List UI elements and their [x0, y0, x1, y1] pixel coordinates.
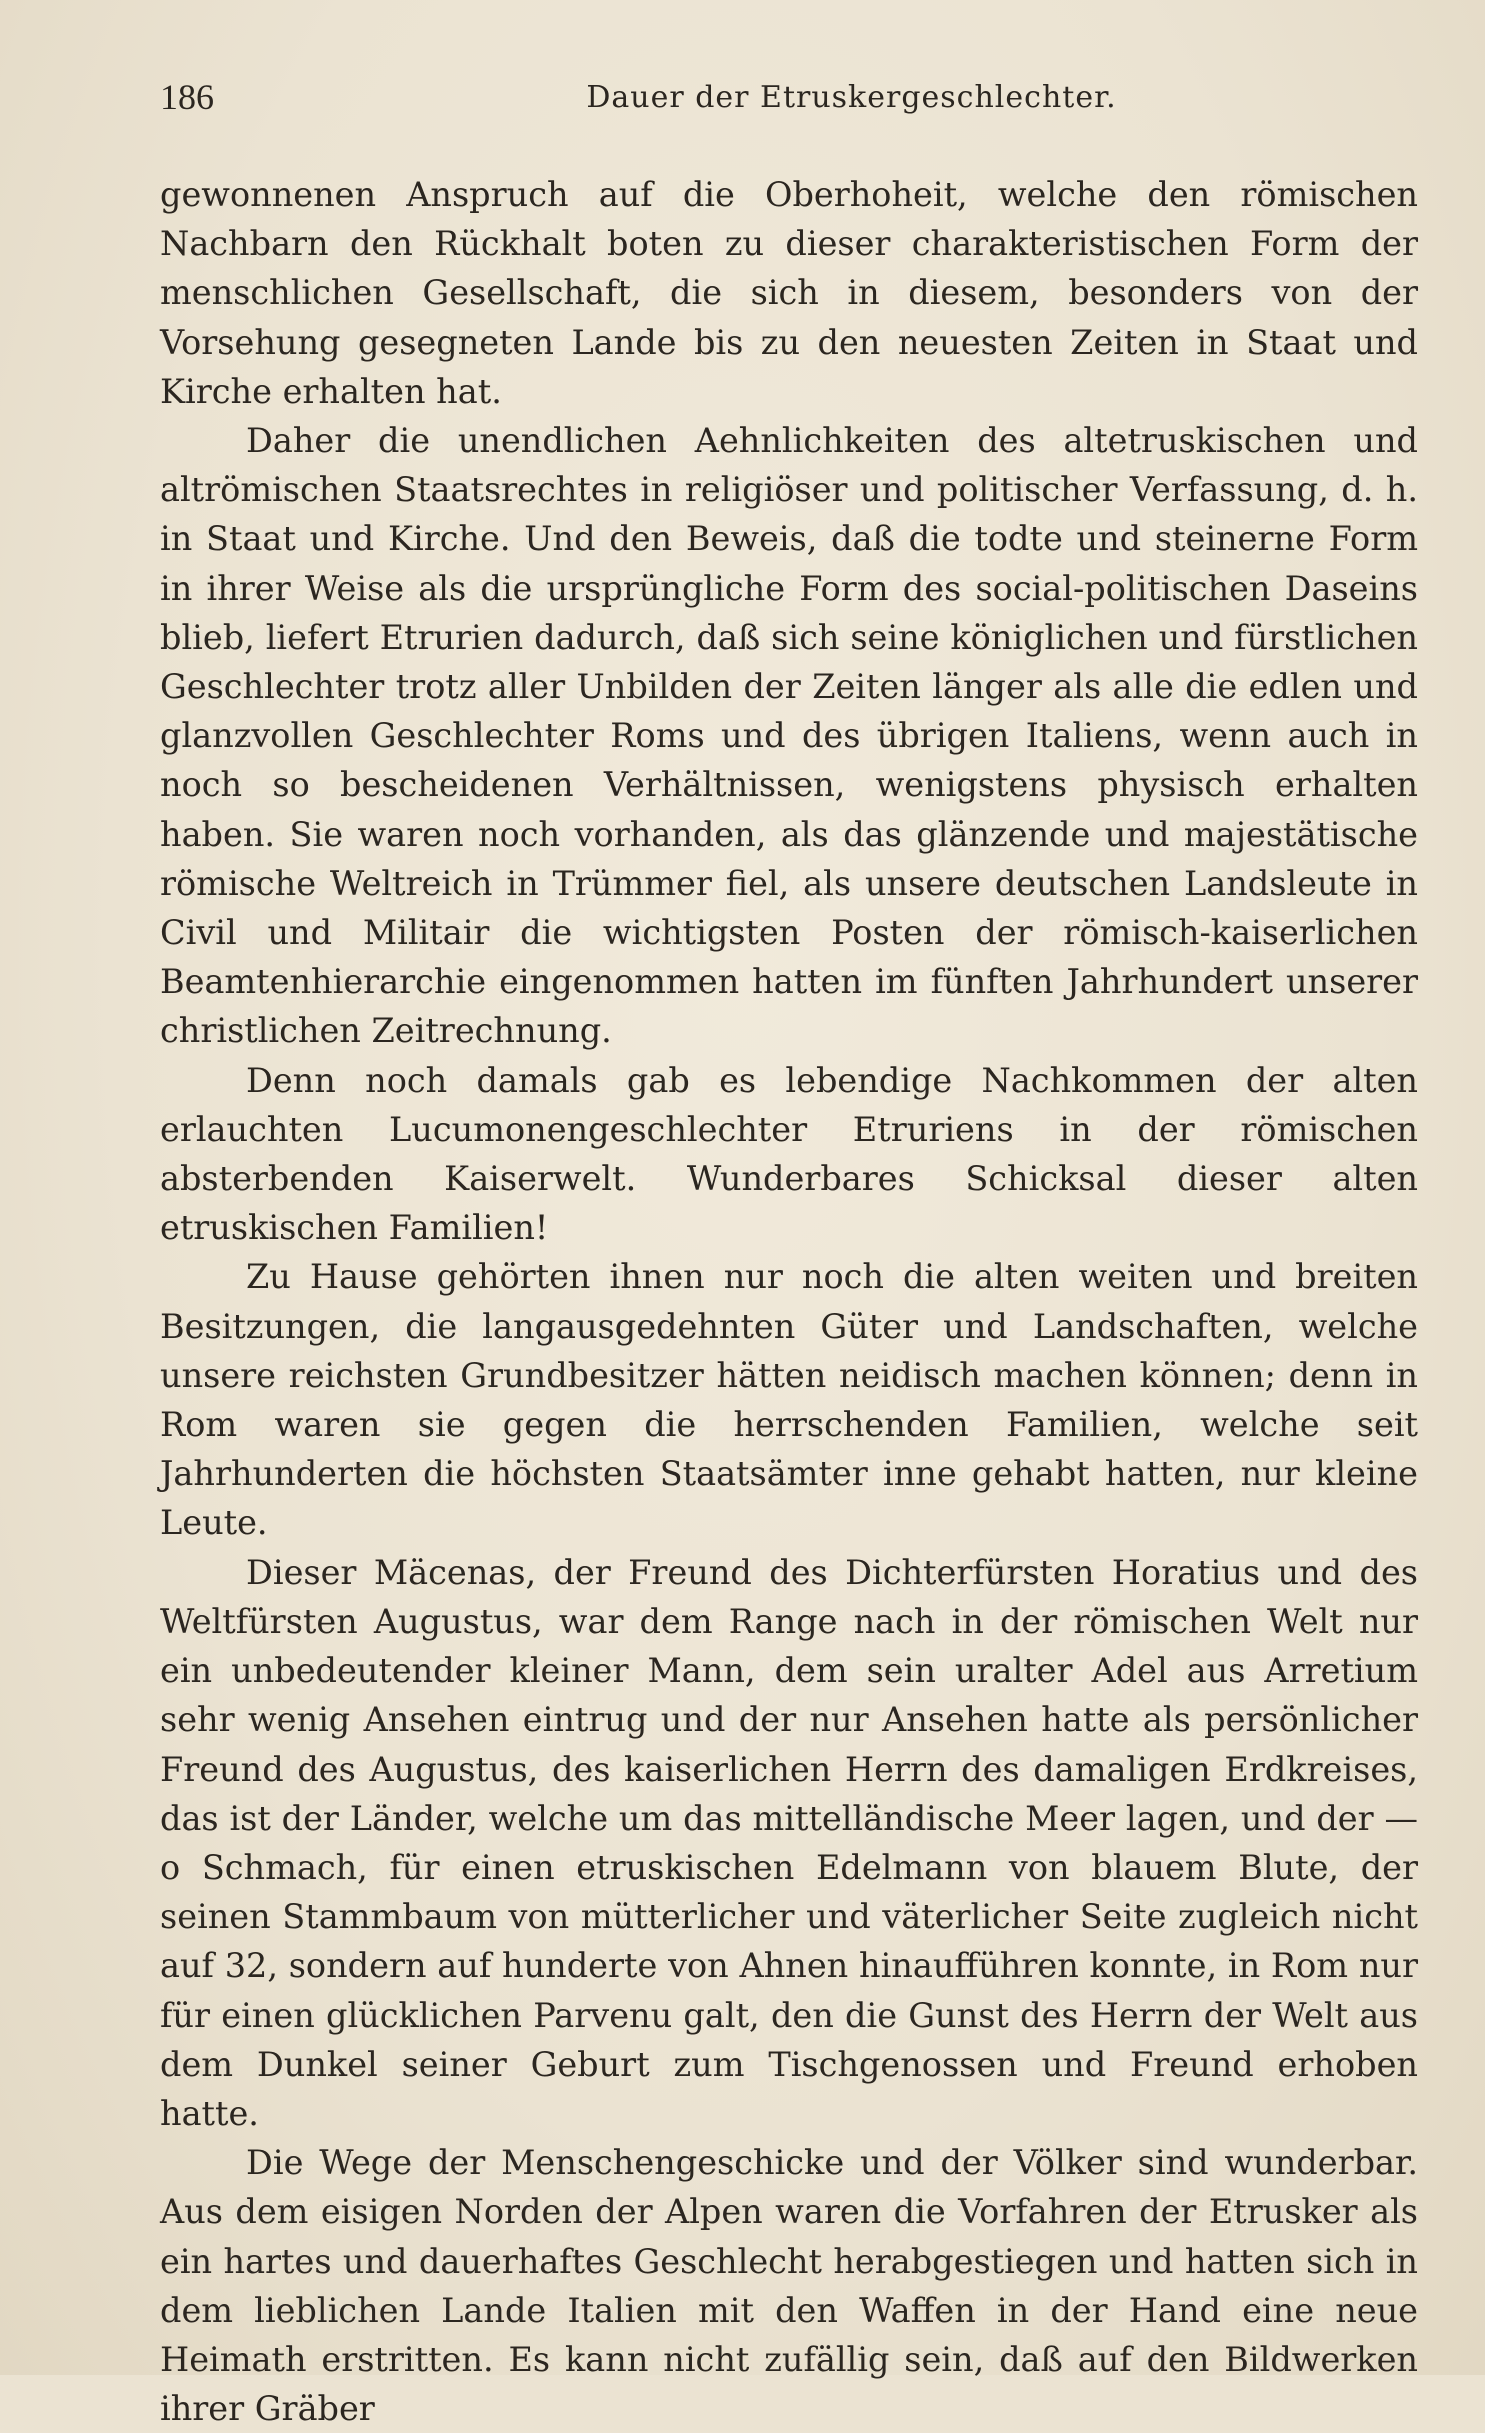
- paragraph-5: Dieser Mäcenas, der Freund des Dichterfürsten Horatius und des Weltfürsten Augustus, war dem Range nach in der römischen Welt nur ein unbedeutender kleiner Mann, dem sein uralter Adel aus Arretium sehr wenig Ansehen eintrug und der nur Ansehen hatte als persönlicher Freund des Augustus, des kaiserlichen Herrn des damaligen Erdkreises, das ist der Länder, welche um das mittelländische Meer lagen, und der — o Schmach, für einen etruskischen Edelmann von blauem Blute, der seinen Stammbaum von mütterlicher und väterlicher Seite zugleich nicht auf 32, sondern auf hunderte von Ahnen hinaufführen konnte, in Rom nur für einen glücklichen Parvenu galt, den die Gunst des Herrn der Welt aus dem Dunkel seiner Geburt zum Tischgenossen und Freund erhoben hatte.: [160, 1552, 1418, 2133]
- paragraph-1: gewonnenen Anspruch auf die Oberhoheit, welche den römischen Nachbarn den Rückhalt boten zu dieser charakteristischen Form der menschlichen Gesellschaft, die sich in diesem, besonders von der Vorsehung gesegneten Lande bis zu den neuesten Zeiten in Staat und Kirche erhalten hat.: [160, 175, 1418, 411]
- paragraph-6: Die Wege der Menschengeschicke und der Völker sind wunderbar. Aus dem eisigen Norden der Alpen waren die Vorfahren der Etrusker als ein hartes und dauerhaftes Geschlecht herabgestiegen und hatten sich in dem lieblichen Lande Italien mit den Waffen in der Hand eine neue Heimath erstritten. Es kann nicht zufällig sein, daß auf den Bildwerken ihrer Gräber: [160, 2143, 1418, 2429]
- page-number: 186: [160, 77, 214, 117]
- paragraph-2: Daher die unendlichen Aehnlichkeiten des altetruskischen und altrömischen Staatsrechtes in religiöser und politischer Verfassung, d. h. in Staat und Kirche. Und den Beweis, daß die todte und steinerne Form in ihrer Weise als die ursprüngliche Form des social-politischen Daseins blieb, liefert Etrurien dadurch, daß sich seine königlichen und fürstlichen Geschlechter trotz aller Unbilden der Zeiten länger als alle die edlen und glanzvollen Geschlechter Roms und des übrigen Italiens, wenn auch in noch so bescheidenen Verhältnissen, wenigstens physisch erhalten haben. Sie waren noch vorhanden, als das glänzende und majestätische römische Weltreich in Trümmer fiel, als unsere deutschen Landsleute in Civil und Militair die wichtigsten Posten der römisch-kaiserlichen Beamtenhierarchie eingenommen hatten im fünften Jahrhundert unserer christlichen Zeitrechnung.: [160, 421, 1418, 1051]
- body-text: [160, 170, 1418, 2433]
- paragraph-3: Denn noch damals gab es lebendige Nachkommen der alten erlauchten Lucumonengeschlechter Etruriens in der römischen absterbenden Kaiserwelt. Wunderbares Schicksal dieser alten etruskischen Familien!: [160, 1060, 1418, 1248]
- paragraph-4: Zu Hause gehörten ihnen nur noch die alten weiten und breiten Besitzungen, die langausgedehnten Güter und Landschaften, welche unsere reichsten Grundbesitzer hätten neidisch machen können; denn in Rom waren sie gegen die herrschenden Familien, welche seit Jahrhunderten die höchsten Staatsämter inne gehabt hatten, nur kleine Leute.: [160, 1257, 1418, 1543]
- page-header: [160, 76, 1423, 126]
- running-title: Dauer der Etruskergeschlechter.: [586, 80, 1117, 115]
